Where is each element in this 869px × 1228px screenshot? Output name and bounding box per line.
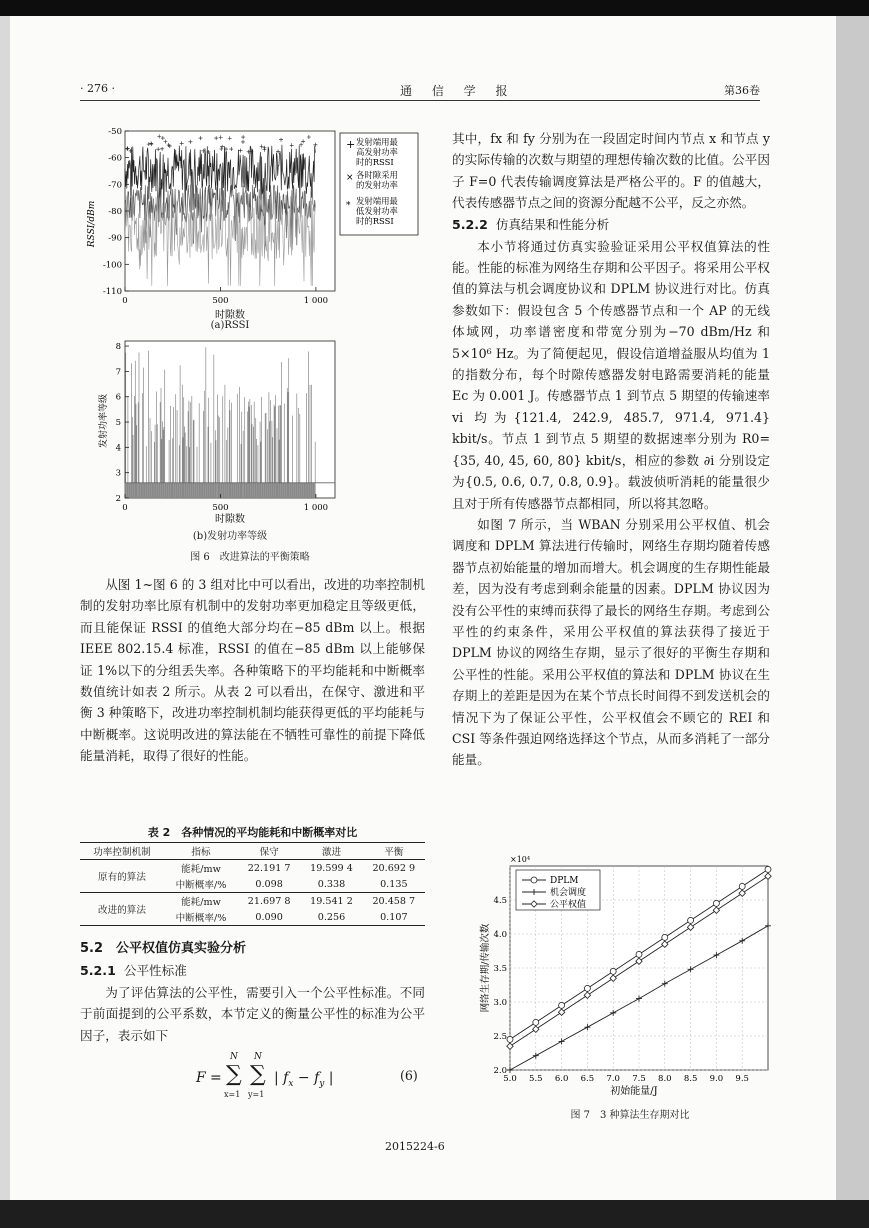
fig7-legend <box>516 870 600 910</box>
data-point <box>662 934 668 940</box>
fig7-multiplier: ×10⁴ <box>510 855 531 864</box>
data-point <box>713 900 719 906</box>
paragraph: 其中，fx 和 fy 分别为在一段固定时间内节点 x 和节点 y 的实际传输的次数与期望的理想传输次数的比值。公平因子 F=0 代表传输调度算法是严格公平的。F 的值越大，代表传感器节点之间的资源分配越不公平，反之亦然。 <box>452 131 770 211</box>
y-tick-label: 3 <box>115 468 121 479</box>
table-cell: 中断概率/% <box>175 913 227 924</box>
volume-label: 第36卷 <box>724 84 760 97</box>
journal-name: 通 信 学 报 <box>400 84 516 98</box>
paragraph: 为了评估算法的公平性，需要引入一个公平性标准。不同于前面提到的公平系数，本节定义的衡量公平性的标准为公平因子，表示如下 <box>80 985 425 1043</box>
data-point <box>584 985 590 991</box>
table-cell: 中断概率/% <box>175 880 227 891</box>
x-tick-label: 0 <box>122 296 128 306</box>
right-body-text <box>452 128 770 771</box>
legend-marker-power: × <box>346 173 354 183</box>
y-tick-label: 2.0 <box>493 1066 507 1076</box>
table-header: 指标 <box>191 847 211 858</box>
page-footer: 2015224-6 <box>385 1140 445 1153</box>
fig6a-xlabel: 时隙数 <box>215 310 245 321</box>
data-point <box>688 917 694 923</box>
table-cell: 21.697 8 <box>247 895 291 907</box>
fig6a-subcaption: (a)RSSI <box>210 320 250 331</box>
equation-number: (6) <box>400 1068 418 1083</box>
formula-lower-2: y=1 <box>248 1090 265 1099</box>
running-header <box>80 82 760 101</box>
x-tick-label: 9.0 <box>709 1074 724 1084</box>
y-tick-label: 6 <box>115 392 121 403</box>
fig7-xlabel: 初始能量/J <box>610 1086 658 1097</box>
data-point <box>507 1036 513 1042</box>
y-tick-label: -70 <box>108 180 122 191</box>
y-tick-label: 4.5 <box>493 896 507 906</box>
formula-minus: − f <box>293 1070 320 1086</box>
formula-upper-2: N <box>254 1052 262 1062</box>
legend-max-rssi: 发射端用最高发射功率时的RSSI <box>356 137 398 167</box>
x-tick-label: 500 <box>212 296 229 306</box>
x-tick-label: 1 000 <box>303 503 329 513</box>
fig6b-subcaption: (b)发射功率等级 <box>192 531 268 542</box>
formula-eq: = <box>210 1070 222 1086</box>
formula-sum-2: ∑ <box>250 1062 266 1087</box>
x-tick-label: 8.5 <box>683 1074 698 1084</box>
table-cell: 能耗/mw <box>181 897 221 908</box>
y-tick-label: -50 <box>108 127 122 137</box>
paragraph: 从图 1~图 6 的 3 组对比中可以看出，改进的功率控制机制的发射功率比原有机制中的发射功率更加稳定且等级更低，而且能保证 RSSI 的值绝大部分均在−85 dBm 以上。根据 IEEE 802.15.4 标准，RSSI 的值在−85 dBm 以上能够保证 1%以下的分组丢失率。各种策略下的平均能耗和中断概率数值统计如表 2 所示。从表 2 可以看出，在保守、激进和平衡 3 种策略下，改进功率控制机制均能获得更低的平均能耗与中断概率。这说明改进的算法能在不牺牲可靠性的前提下降低能量消耗，取得了很好的性能。 <box>80 577 425 764</box>
formula-sub-y: y <box>319 1078 325 1089</box>
fig7-caption: 图 7 3 种算法生存期对比 <box>570 1110 690 1121</box>
y-tick-label: -90 <box>108 233 122 244</box>
y-tick-label: -80 <box>108 207 122 217</box>
x-tick-label: 1 000 <box>303 296 329 306</box>
x-tick-label: 6.5 <box>580 1074 595 1084</box>
formula-lower-1: x=1 <box>224 1090 241 1099</box>
legend-min-rssi: 发射端用最低发射功率时的RSSI <box>356 196 398 226</box>
section-number: 5.2.2 <box>452 216 488 232</box>
formula-sub-x: x <box>288 1078 294 1089</box>
y-tick-label: -100 <box>102 260 122 271</box>
x-tick-label: 6.0 <box>554 1074 569 1084</box>
table-cell: 19.599 4 <box>310 862 353 874</box>
legend-slot-power: 各时隙采用的发射功率 <box>356 170 398 190</box>
table-cell: 19.541 2 <box>310 895 353 907</box>
table-cell: 0.098 <box>255 878 283 890</box>
data-point <box>610 968 616 974</box>
table-header: 功率控制机制 <box>93 847 151 858</box>
table-row <box>80 860 425 877</box>
legend-label: 机会调度 <box>550 888 587 898</box>
paragraph: 如图 7 所示，当 WBAN 分别采用公平权值、机会调度和 DPLM 算法进行传输时，网络生存期均随着传感器节点初始能量的增加而增大。机会调度的生存期性能最差，因为没有考虑到剩余能量的因素。DPLM 协议因为没有公平性的束缚而获得了最长的网络生存期。考虑到公平性的约束条件，采用公平权值的算法获得了接近于 DPLM 协议的网络生存期，显示了很好的平衡生存期和公平性的性能。采用公平权值的算法和 DPLM 协议在生存期上的差距是因为在某个节点长时间得不到发送机会的情况下为了保证公平性，公平权值会不顾它的 REI 和 CSI 等条件强迫网络选择这个节点，从而多消耗了一部分能量。 <box>452 516 770 768</box>
y-tick-label: -60 <box>108 153 122 164</box>
x-tick-label: 7.0 <box>606 1074 620 1084</box>
legend-marker-min: * <box>346 201 351 211</box>
table-group-label: 原有的算法 <box>98 872 146 883</box>
fig6-caption: 图 6 改进算法的平衡策略 <box>190 552 310 563</box>
page-number: · 276 · <box>80 82 115 95</box>
x-tick-label: 5.0 <box>503 1074 517 1084</box>
table-cell: 22.191 7 <box>247 862 291 874</box>
table-row <box>80 893 425 910</box>
section-heading-5-2-1 <box>80 960 425 982</box>
section-number: 5.2.1 <box>80 963 116 978</box>
fig6b-ylabel: 发射功率等级 <box>99 393 109 449</box>
fig6b-power-chart <box>84 336 354 526</box>
formula-upper-1: N <box>230 1052 238 1062</box>
left-body-text <box>80 574 425 767</box>
legend-marker <box>531 877 537 883</box>
y-tick-label: 3.5 <box>493 964 507 974</box>
x-tick-label: 0 <box>122 503 128 513</box>
legend-label: 公平权值 <box>550 900 587 910</box>
table-header: 平衡 <box>384 847 404 858</box>
table-cell: 0.256 <box>317 911 346 923</box>
formula-lhs: F <box>196 1070 206 1086</box>
data-point <box>533 1019 539 1025</box>
y-tick-label: 2 <box>115 494 121 504</box>
formula-abs-open: | f <box>274 1070 289 1086</box>
x-tick-label: 7.5 <box>632 1074 646 1084</box>
table-cell: 能耗/mw <box>181 864 221 875</box>
y-tick-label: 3.0 <box>493 998 507 1008</box>
left-section-52 <box>80 938 425 1046</box>
x-tick-label: 5.5 <box>529 1074 543 1084</box>
y-tick-label: 4 <box>115 443 121 454</box>
fig7-ylabel: 网络生存期/传输次数 <box>480 923 491 1013</box>
fig6a-ylabel: RSSI/dBm <box>87 200 97 248</box>
y-tick-label: 7 <box>115 367 121 378</box>
fig7-lifetime-chart <box>474 848 774 1104</box>
x-tick-label: 9.5 <box>735 1074 749 1084</box>
x-tick-label: 8.0 <box>658 1074 672 1084</box>
table-cell: 20.458 7 <box>372 895 416 907</box>
table-group-label: 改进的算法 <box>98 905 146 916</box>
table2-title: 表 2 各种情况的平均能耗和中断概率对比 <box>147 826 358 839</box>
y-tick-label: 5 <box>115 418 121 429</box>
fig6a-legend <box>340 133 418 235</box>
table-cell: 0.338 <box>317 878 346 890</box>
legend-label: DPLM <box>550 876 579 886</box>
fig6a-rssi-chart <box>84 124 424 324</box>
table-header: 保守 <box>259 847 279 858</box>
table-header-row <box>80 843 425 860</box>
data-point <box>559 1002 565 1008</box>
section-title: 公平性标准 <box>123 963 187 978</box>
table-cell: 0.107 <box>380 911 408 923</box>
section-title: 仿真结果和性能分析 <box>495 216 610 232</box>
data-point <box>765 866 771 872</box>
section-heading-5-2-2 <box>452 214 770 236</box>
table2 <box>80 842 425 926</box>
equation-6 <box>196 1050 406 1106</box>
table-cell: 20.692 9 <box>372 862 416 874</box>
formula-body <box>274 1070 334 1089</box>
formula-sum-1: ∑ <box>226 1062 242 1087</box>
formula-abs-close: | <box>324 1070 334 1086</box>
data-point <box>636 951 642 957</box>
fig6b-xlabel: 时隙数 <box>215 514 245 525</box>
y-tick-label: 4.0 <box>493 930 507 940</box>
y-tick-label: 8 <box>115 342 121 353</box>
y-tick-label: -110 <box>102 287 122 297</box>
x-tick-label: 500 <box>212 503 229 513</box>
table-cell: 0.090 <box>255 911 283 923</box>
table-header: 激进 <box>321 847 342 858</box>
section-heading-5-2: 5.2 公平权值仿真实验分析 <box>80 941 247 956</box>
table-cell: 0.135 <box>380 878 408 890</box>
data-point <box>739 883 745 889</box>
y-tick-label: 2.5 <box>493 1032 507 1042</box>
legend-marker-max: + <box>346 138 356 151</box>
paragraph: 本小节将通过仿真实验验证采用公平权值算法的性能。性能的标准为网络生存期和公平因子。将采用公平权值的算法与机会调度协议和 DPLM 协议进行对比。仿真参数如下：假设包含 5 个传感器节点和一个 AP 的无线体域网，功率谱密度和带宽分别为−70 dBm/Hz 和 5×10⁶ Hz。为了简便起见，假设信道增益服从均值为 1 的指数分布，每个时隙传感器发射电路需要消耗的能量 Ec 为 0.001 J。传感器节点 1 到节点 5 期望的传输速率 vi 均为{121.4, 242.9, 485.7, 971.4, 971.4} kbit/s。节点 1 到节点 5 期望的数据速率分别为 R0={35, 40, 45, 60, 80} kbit/s，相应的参数 ∂i 分别设定为{0.5, 0.6, 0.7, 0.8, 0.9}。载波侦听消耗的能量很少且对于所有传感器节点都相同，所以将其忽略。 <box>452 238 770 511</box>
